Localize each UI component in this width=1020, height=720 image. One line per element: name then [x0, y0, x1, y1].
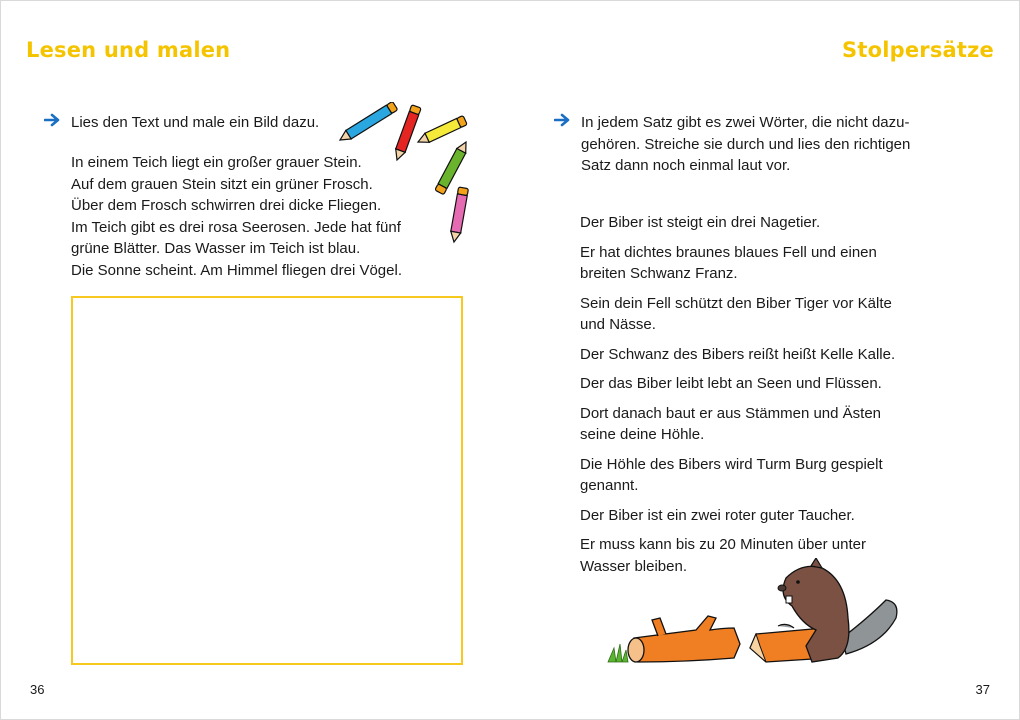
sentence-line: Er muss kann bis zu 20 Minuten über unter: [580, 536, 866, 553]
sentence-line: Der Biber ist ein zwei roter guter Taucher.: [580, 506, 855, 524]
sentence-line: Dort danach baut er aus Stämmen und Ästen: [580, 404, 882, 422]
story-line: In einem Teich liegt ein großer grauer Stein.: [71, 154, 362, 171]
sentence-line: Die Höhle des Bibers wird Turm Burg gespielt: [580, 455, 883, 473]
sentence-item: [580, 344, 950, 366]
story-line: Auf dem grauen Stein sitzt ein grüner Frosch.: [71, 175, 373, 193]
sentence-line: Er hat dichtes braunes blaues Fell und einen: [580, 243, 877, 261]
right-page-title: Stolpersätze: [842, 38, 994, 62]
sentence-item: [580, 242, 950, 285]
sentence-line: Sein dein Fell schützt den Biber Tiger vor Kälte: [580, 294, 892, 312]
sentence-line: Der Schwanz des Bibers reißt heißt Kelle Kalle.: [580, 345, 896, 363]
story-line: Im Teich gibt es drei rosa Seerosen. Jede hat fünf: [71, 218, 401, 236]
sentence-item: [580, 403, 950, 446]
arrow-right-icon: [44, 113, 60, 127]
colored-pencils-icon: [330, 102, 490, 252]
stumble-sentences-list: [580, 212, 950, 585]
left-page-title: Lesen und malen: [26, 38, 231, 62]
right-page: [510, 0, 1020, 720]
left-instruction: Lies den Text und male ein Bild dazu.: [71, 114, 320, 131]
arrow-right-icon: [554, 113, 570, 127]
drawing-area[interactable]: [71, 296, 463, 665]
page-number-right: 37: [975, 682, 990, 697]
story-line: Über dem Frosch schwirren drei dicke Fliegen.: [71, 197, 382, 214]
instruction-line: In jedem Satz gibt es zwei Wörter, die nicht dazu-: [581, 114, 910, 131]
sentence-line: breiten Schwanz Franz.: [580, 265, 738, 282]
beaver-with-logs-icon: [606, 558, 906, 668]
instruction-line: Satz dann noch einmal laut vor.: [581, 157, 791, 174]
sentence-item: [580, 212, 950, 234]
story-line: grüne Blätter. Das Wasser im Teich ist blau.: [71, 240, 361, 257]
sentence-line: seine deine Höhle.: [580, 426, 705, 443]
sentence-line: Der das Biber leibt lebt an Seen und Flüssen.: [580, 375, 882, 392]
sentence-line: Wasser bleiben.: [580, 557, 687, 575]
right-instruction: [581, 112, 910, 177]
sentence-item: [580, 293, 950, 336]
sentence-item: [580, 373, 950, 395]
sentence-item: [580, 505, 950, 527]
story-line: Die Sonne scheint. Am Himmel fliegen drei Vögel.: [71, 261, 402, 279]
sentence-line: und Nässe.: [580, 316, 656, 333]
page-number-left: 36: [30, 682, 45, 697]
sentence-item: [580, 454, 950, 497]
sentence-line: Der Biber ist steigt ein drei Nagetier.: [580, 214, 821, 231]
sentence-line: genannt.: [580, 477, 639, 494]
instruction-line: gehören. Streiche sie durch und lies den richtigen: [581, 135, 911, 153]
